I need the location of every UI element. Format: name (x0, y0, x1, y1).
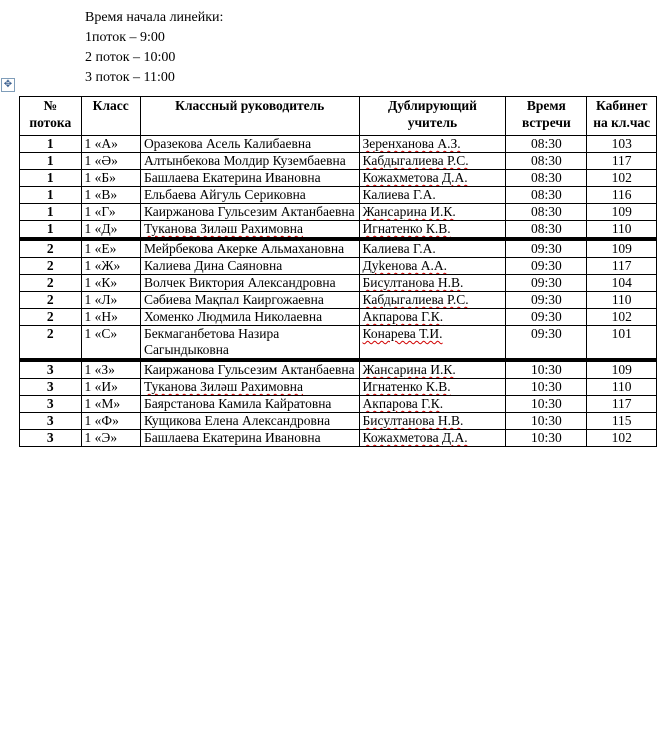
cell-class (81, 153, 140, 170)
cell-teacher-text: Мейрбекова Акерке Альмахановна (143, 241, 345, 256)
cell-stream (20, 239, 82, 258)
cell-teacher-text: Туканова Зиләш Рахимовна (143, 221, 303, 236)
table-row (20, 379, 657, 396)
cell-room (587, 204, 657, 221)
cell-class-text: 1 «А» (84, 136, 118, 151)
cell-teacher-text: Баярстанова Камила Кайратовна (143, 396, 332, 411)
cell-room (587, 187, 657, 204)
cell-meeting-time (506, 204, 587, 221)
cell-meeting-time-text: 10:30 (530, 362, 562, 377)
cell-stream-text: 1 (46, 170, 54, 185)
cell-stream (20, 153, 82, 170)
cell-room-text: 116 (611, 187, 632, 202)
table-row (20, 153, 657, 170)
cell-stream (20, 413, 82, 430)
cell-class (81, 136, 140, 153)
cell-meeting-time (506, 309, 587, 326)
cell-room (587, 379, 657, 396)
cell-stream-text: 3 (46, 413, 54, 428)
cell-teacher-text: Алтынбекова Молдир Кузембаевна (143, 153, 346, 168)
cell-teacher (140, 170, 359, 187)
cell-room-text: 115 (611, 413, 632, 428)
cell-room (587, 258, 657, 275)
cell-class-text: 1 «Л» (84, 292, 118, 307)
cell-backup-teacher (359, 379, 506, 396)
cell-backup-teacher-text: Кабдыгалиева Р.С. (362, 292, 469, 307)
cell-stream-text: 1 (46, 204, 54, 219)
cell-backup-teacher-text: Кабдыгалиева Р.С. (362, 153, 469, 168)
cell-class-text: 1 «З» (84, 362, 115, 377)
header-teacher: Классный руководитель (140, 97, 359, 136)
cell-teacher-text: Каиржанова Гульсезим Актанбаевна (143, 204, 355, 219)
cell-class (81, 396, 140, 413)
cell-backup-teacher-text: Зеренханова А.З. (362, 136, 461, 151)
intro-title: Время начала линейки: (85, 10, 224, 25)
cell-meeting-time-text: 09:30 (530, 326, 562, 341)
table-row (20, 204, 657, 221)
cell-backup-teacher (359, 204, 506, 221)
cell-class-text: 1 «С» (84, 326, 118, 341)
cell-meeting-time (506, 187, 587, 204)
cell-meeting-time (506, 413, 587, 430)
intro-line-stream-1: 1поток – 9:00 (85, 30, 165, 45)
cell-teacher-text: Оразекова Асель Калибаевна (143, 136, 312, 151)
cell-meeting-time (506, 221, 587, 240)
cell-teacher (140, 309, 359, 326)
cell-stream-text: 3 (46, 396, 54, 411)
table-header-row (20, 97, 657, 136)
cell-stream (20, 326, 82, 361)
cell-teacher-text: Ельбаева Айгуль Сериковна (143, 187, 306, 202)
cell-backup-teacher-text: Бисултанова Н.В. (362, 413, 464, 428)
cell-stream-text: 2 (46, 326, 54, 341)
cell-backup-teacher-text: Калиева Г.А. (362, 241, 436, 256)
cell-backup-teacher-text: Кожахметова Д.А. (362, 430, 468, 445)
cell-room (587, 413, 657, 430)
cell-teacher (140, 326, 359, 361)
cell-teacher (140, 413, 359, 430)
cell-meeting-time (506, 360, 587, 379)
cell-class (81, 275, 140, 292)
cell-backup-teacher-text: Акпарова Г.К. (362, 396, 444, 411)
cell-room-text: 101 (611, 326, 632, 341)
cell-stream-text: 1 (46, 187, 54, 202)
cell-backup-teacher (359, 430, 506, 447)
cell-stream-text: 3 (46, 430, 54, 445)
table-row (20, 221, 657, 240)
cell-teacher (140, 136, 359, 153)
cell-class-text: 1 «Е» (84, 241, 117, 256)
cell-backup-teacher-text: Кожахметова Д.А. (362, 170, 468, 185)
cell-class-text: 1 «Д» (84, 221, 118, 236)
cell-class (81, 170, 140, 187)
cell-teacher-text: Бекмаганбетова Назира Сагындыковна (143, 326, 280, 357)
cell-room-text: 109 (611, 241, 632, 256)
cell-stream (20, 292, 82, 309)
cell-backup-teacher-text: Жансарина И.К. (362, 204, 456, 219)
cell-meeting-time-text: 09:30 (530, 292, 562, 307)
table-row (20, 275, 657, 292)
cell-room (587, 430, 657, 447)
cell-stream (20, 258, 82, 275)
cell-teacher (140, 275, 359, 292)
cell-room (587, 221, 657, 240)
cell-meeting-time-text: 09:30 (530, 258, 562, 273)
cell-teacher (140, 258, 359, 275)
cell-class (81, 187, 140, 204)
cell-class (81, 309, 140, 326)
cell-meeting-time-text: 10:30 (530, 396, 562, 411)
cell-room-text: 110 (611, 379, 632, 394)
cell-stream (20, 187, 82, 204)
cell-room-text: 110 (611, 221, 632, 236)
table-row (20, 187, 657, 204)
cell-teacher (140, 221, 359, 240)
cell-stream (20, 204, 82, 221)
cell-meeting-time-text: 08:30 (530, 170, 562, 185)
intro-line-stream-2: 2 поток – 10:00 (85, 50, 176, 65)
cell-room-text: 103 (611, 136, 632, 151)
cell-backup-teacher-text: Игнатенко К.В. (362, 221, 451, 236)
table-row (20, 430, 657, 447)
cell-backup-teacher (359, 153, 506, 170)
cell-class-text: 1 «Ә» (84, 153, 118, 168)
cell-room (587, 239, 657, 258)
cell-meeting-time (506, 326, 587, 361)
cell-backup-teacher (359, 170, 506, 187)
cell-stream-text: 2 (46, 292, 54, 307)
cell-class (81, 258, 140, 275)
table-row (20, 170, 657, 187)
cell-meeting-time (506, 430, 587, 447)
cell-room-text: 104 (611, 275, 632, 290)
table-row (20, 309, 657, 326)
cell-class-text: 1 «М» (84, 396, 121, 411)
cell-room-text: 102 (611, 170, 632, 185)
table-row (20, 292, 657, 309)
table-row (20, 136, 657, 153)
cell-backup-teacher-text: Акпарова Г.К. (362, 309, 444, 324)
cell-teacher-text: Хоменко Людмила Николаевна (143, 309, 323, 324)
cell-meeting-time-text: 09:30 (530, 241, 562, 256)
cell-room (587, 153, 657, 170)
cell-stream-text: 3 (46, 379, 54, 394)
cell-backup-teacher-text: Конарева Т.И. (362, 326, 443, 341)
cell-meeting-time (506, 136, 587, 153)
table-move-handle-icon[interactable]: ✥ (1, 78, 15, 92)
header-room: Кабинет на кл.час (587, 97, 657, 136)
intro-line-stream-3: 3 поток – 11:00 (85, 70, 175, 85)
cell-room-text: 117 (611, 153, 632, 168)
cell-class (81, 430, 140, 447)
cell-meeting-time-text: 09:30 (530, 275, 562, 290)
table-row (20, 413, 657, 430)
cell-backup-teacher-text: Дуkенова А.А. (362, 258, 448, 273)
cell-meeting-time (506, 396, 587, 413)
cell-stream (20, 396, 82, 413)
cell-teacher (140, 396, 359, 413)
table-row (20, 326, 657, 361)
table-row (20, 396, 657, 413)
cell-class-text: 1 «И» (84, 379, 118, 394)
cell-meeting-time-text: 10:30 (530, 430, 562, 445)
cell-room-text: 102 (611, 309, 632, 324)
cell-backup-teacher (359, 292, 506, 309)
cell-backup-teacher (359, 275, 506, 292)
cell-teacher-text: Калиева Дина Саяновна (143, 258, 283, 273)
cell-backup-teacher (359, 221, 506, 240)
cell-class-text: 1 «Э» (84, 430, 118, 445)
cell-backup-teacher (359, 136, 506, 153)
cell-backup-teacher (359, 360, 506, 379)
cell-meeting-time (506, 170, 587, 187)
cell-stream (20, 379, 82, 396)
cell-class (81, 413, 140, 430)
cell-room (587, 396, 657, 413)
cell-meeting-time-text: 08:30 (530, 153, 562, 168)
cell-stream (20, 221, 82, 240)
cell-room (587, 326, 657, 361)
cell-room (587, 360, 657, 379)
cell-teacher-text: Волчек Виктория Александровна (143, 275, 336, 290)
cell-stream-text: 2 (46, 275, 54, 290)
cell-meeting-time (506, 292, 587, 309)
cell-teacher-text: Башлаева Екатерина Ивановна (143, 170, 321, 185)
cell-backup-teacher-text: Игнатенко К.В. (362, 379, 451, 394)
cell-meeting-time (506, 239, 587, 258)
cell-teacher-text: Кущикова Елена Александровна (143, 413, 331, 428)
cell-class (81, 221, 140, 240)
cell-backup-teacher (359, 239, 506, 258)
cell-class-text: 1 «Ф» (84, 413, 119, 428)
header-class: Класс (81, 97, 140, 136)
header-backup-teacher: Дублирующий учитель (359, 97, 506, 136)
cell-backup-teacher (359, 187, 506, 204)
cell-stream (20, 136, 82, 153)
schedule-table (19, 96, 657, 447)
cell-stream-text: 3 (46, 362, 54, 377)
intro-block (85, 8, 223, 88)
table-row (20, 258, 657, 275)
cell-backup-teacher (359, 413, 506, 430)
cell-room (587, 170, 657, 187)
cell-stream (20, 170, 82, 187)
cell-class (81, 292, 140, 309)
cell-meeting-time-text: 10:30 (530, 379, 562, 394)
cell-teacher (140, 204, 359, 221)
table-row (20, 360, 657, 379)
cell-stream-text: 1 (46, 153, 54, 168)
cell-teacher (140, 187, 359, 204)
cell-room-text: 110 (611, 292, 632, 307)
cell-teacher-text: Туканова Зиләш Рахимовна (143, 379, 303, 394)
cell-class (81, 239, 140, 258)
cell-meeting-time (506, 275, 587, 292)
cell-class-text: 1 «Б» (84, 170, 116, 185)
cell-meeting-time-text: 08:30 (530, 204, 562, 219)
cell-stream-text: 2 (46, 258, 54, 273)
cell-backup-teacher-text: Бисултанова Н.В. (362, 275, 464, 290)
cell-class-text: 1 «Г» (84, 204, 116, 219)
cell-teacher (140, 292, 359, 309)
cell-room-text: 117 (611, 258, 632, 273)
cell-class-text: 1 «Н» (84, 309, 118, 324)
cell-teacher-text: Каиржанова Гульсезим Актанбаевна (143, 362, 355, 377)
cell-stream (20, 275, 82, 292)
cell-meeting-time-text: 10:30 (530, 413, 562, 428)
cell-meeting-time (506, 379, 587, 396)
header-meeting-time: Время встречи (506, 97, 587, 136)
cell-class-text: 1 «К» (84, 275, 118, 290)
cell-stream-text: 1 (46, 221, 54, 236)
cell-room (587, 292, 657, 309)
cell-teacher (140, 153, 359, 170)
cell-class-text: 1 «В» (84, 187, 118, 202)
cell-teacher-text: Башлаева Екатерина Ивановна (143, 430, 321, 445)
cell-teacher (140, 430, 359, 447)
cell-class (81, 360, 140, 379)
cell-teacher (140, 360, 359, 379)
cell-backup-teacher (359, 326, 506, 361)
cell-backup-teacher-text: Калиева Г.А. (362, 187, 436, 202)
cell-stream-text: 2 (46, 241, 54, 256)
cell-backup-teacher (359, 258, 506, 275)
header-stream: № потока (20, 97, 82, 136)
cell-class (81, 326, 140, 361)
cell-backup-teacher (359, 396, 506, 413)
cell-meeting-time-text: 08:30 (530, 136, 562, 151)
cell-room-text: 102 (611, 430, 632, 445)
cell-backup-teacher (359, 309, 506, 326)
cell-meeting-time-text: 09:30 (530, 309, 562, 324)
cell-stream (20, 430, 82, 447)
cell-backup-teacher-text: Жансарина И.К. (362, 362, 456, 377)
cell-meeting-time-text: 08:30 (530, 221, 562, 236)
cell-room (587, 275, 657, 292)
cell-room-text: 117 (611, 396, 632, 411)
cell-stream (20, 360, 82, 379)
cell-class (81, 204, 140, 221)
table-row (20, 239, 657, 258)
cell-meeting-time (506, 153, 587, 170)
cell-stream (20, 309, 82, 326)
cell-room (587, 309, 657, 326)
cell-stream-text: 2 (46, 309, 54, 324)
cell-class-text: 1 «Ж» (84, 258, 121, 273)
cell-class (81, 379, 140, 396)
cell-teacher-text: Сәбиева Мақпал Каиргожаевна (143, 292, 324, 307)
cell-stream-text: 1 (46, 136, 54, 151)
cell-teacher (140, 239, 359, 258)
cell-room (587, 136, 657, 153)
cell-room-text: 109 (611, 204, 632, 219)
cell-meeting-time-text: 08:30 (530, 187, 562, 202)
cell-meeting-time (506, 258, 587, 275)
cell-teacher (140, 379, 359, 396)
cell-room-text: 109 (611, 362, 632, 377)
